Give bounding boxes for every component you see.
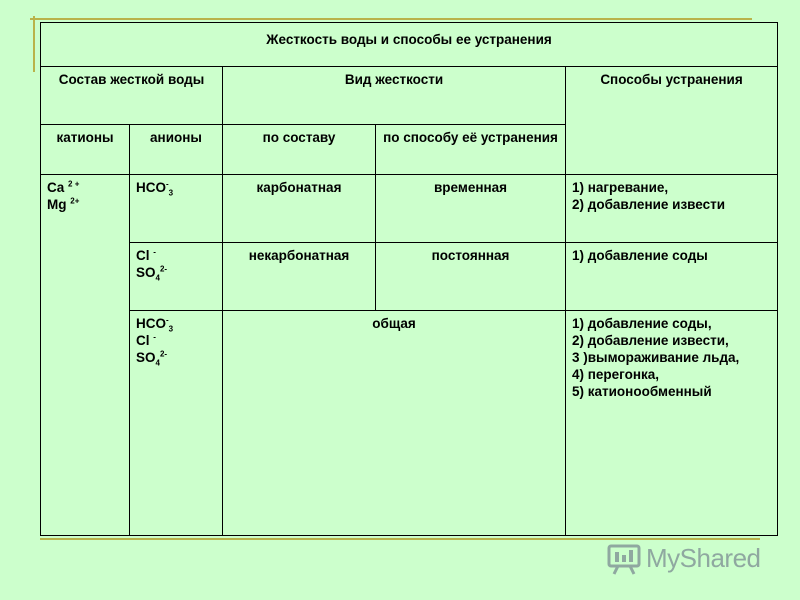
so-ion: SO: [136, 265, 156, 280]
presentation-board-icon: [606, 540, 642, 576]
method-line: 5) катионообменный: [572, 384, 712, 399]
header-composition: Состав жесткой воды: [41, 67, 223, 125]
so-charge: 2-: [159, 264, 168, 274]
header-by-composition: по составу: [223, 125, 376, 175]
row2-composition: некарбонатная: [223, 243, 376, 311]
hco-ion: HCO: [136, 180, 166, 195]
method-line: 4) перегонка,: [572, 367, 660, 382]
method-line: 1) добавление соды: [572, 248, 708, 263]
mg-charge: 2+: [70, 196, 80, 206]
method-line: 1) нагревание,: [572, 180, 669, 195]
hco-index: 3: [168, 324, 174, 334]
anions-cell-total: [130, 311, 223, 536]
cl-charge: -: [153, 332, 156, 342]
ca-ion: Ca: [47, 180, 65, 195]
method-line: 3 )вымораживание льда,: [572, 350, 740, 365]
row3-methods: [566, 311, 778, 536]
so-index: 4: [155, 273, 160, 283]
myshared-watermark: [606, 538, 766, 578]
anions-cell-noncarbonate: [130, 243, 223, 311]
hco-ion: HCO: [136, 316, 166, 331]
table-title: Жесткость воды и способы ее устранения: [41, 23, 778, 67]
method-line: 2) добавление извести,: [572, 333, 729, 348]
cations-cell: [41, 175, 130, 536]
hco-charge: -: [166, 179, 169, 189]
header-hardness-type: Вид жесткости: [223, 67, 566, 125]
ca-charge: 2 +: [68, 179, 80, 189]
anions-cell-carbonate: [130, 175, 223, 243]
mg-ion: Mg: [47, 197, 67, 212]
hco-charge: -: [166, 315, 169, 325]
method-line: 1) добавление соды,: [572, 316, 712, 331]
header-anions: анионы: [130, 125, 223, 175]
hco-index: 3: [168, 188, 174, 198]
row3-composition-merged: общая: [223, 311, 566, 536]
row2-methods: [566, 243, 778, 311]
so-index: 4: [155, 358, 160, 368]
cl-ion: Cl: [136, 248, 150, 263]
header-removal-methods: Способы устранения: [566, 67, 778, 175]
method-line: 2) добавление извести: [572, 197, 726, 212]
water-hardness-table: [40, 22, 778, 536]
cl-charge: -: [153, 247, 156, 257]
row1-removal: временная: [376, 175, 566, 243]
left-accent-line: [33, 16, 35, 72]
top-accent-line: [30, 18, 752, 20]
watermark-text: MyShared: [646, 542, 761, 573]
row1-composition: карбонатная: [223, 175, 376, 243]
row1-methods: [566, 175, 778, 243]
so-charge: 2-: [159, 349, 168, 359]
header-by-removal: по способу её устранения: [376, 125, 566, 175]
row2-removal: постоянная: [376, 243, 566, 311]
header-cations: катионы: [41, 125, 130, 175]
cl-ion: Cl: [136, 333, 150, 348]
so-ion: SO: [136, 350, 156, 365]
